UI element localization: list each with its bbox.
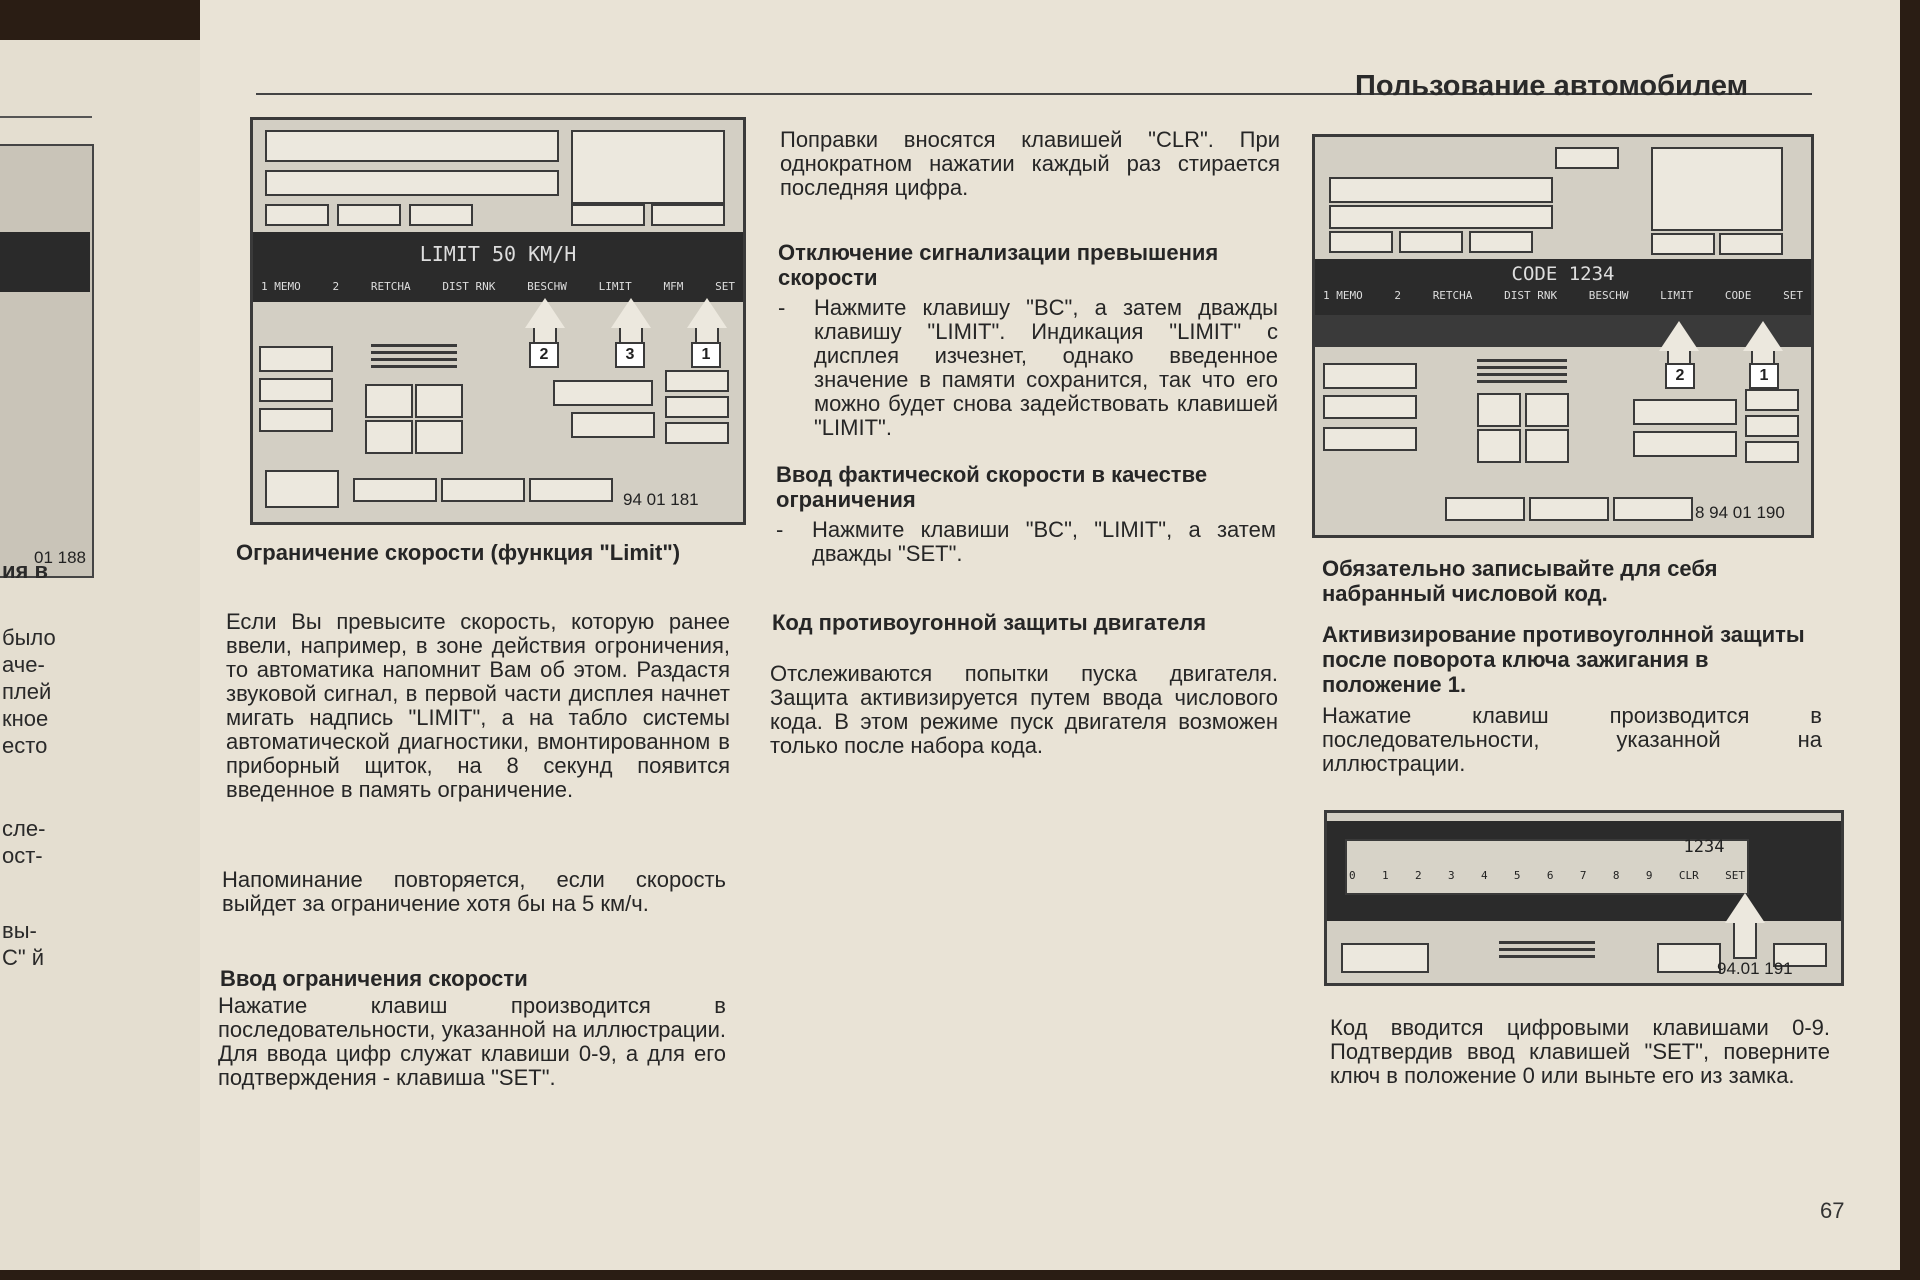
key-label: LIMIT [598,280,632,293]
panel-button [1633,399,1737,425]
panel-button [1477,393,1521,427]
left-fragment: ост- [2,843,43,868]
left-fragment: плей [2,679,52,704]
display-key-labels [1323,289,1803,302]
heading-anti-theft: Код противоугонной защиты двигателя [772,610,1207,635]
panel-button [1445,497,1525,521]
speaker-grille [371,344,457,372]
figure-limit-panel [250,117,746,525]
page-header-title: Пользование автомобилем [1355,70,1749,102]
speaker-grille [1499,941,1595,962]
key-label: 7 [1579,869,1587,882]
key-label: 2 [1414,869,1422,882]
left-page-rule [0,116,92,118]
key-label: 1 [1381,869,1389,882]
heading-actual-speed: Ввод фактической скорости в качестве ограничения [776,462,1208,512]
display-text: 1234 [1683,837,1725,857]
figure-number: 94 01 181 [623,490,699,509]
panel-screen [1651,147,1783,231]
figure-display [253,232,743,302]
list-item [776,518,1276,566]
heading-enter-limit: Ввод ограничения скорости [220,966,528,991]
arrow-up-icon [1743,321,1783,351]
left-fragment: есто [2,733,48,758]
key-label: 4 [1480,869,1488,882]
heading-disable-warning: Отключение сигнализации превышения скорости [778,240,1219,290]
figure-display [1315,259,1811,315]
key-label: RETCHA [1432,289,1473,302]
key-label: RETCHA [370,280,411,293]
arrow-up-icon [525,298,565,328]
panel-button [415,420,463,454]
panel-button [1477,429,1521,463]
paragraph: Отслеживаются попытки пуска двигателя. Защита активизируется путем ввода числового кода. В этом режиме пуск двигателя возможен только после набора кода. [770,661,1278,758]
left-fragment: сле- [2,816,46,841]
display-key-labels [261,280,735,293]
key-label: MFM [663,280,684,293]
panel-button [415,384,463,418]
panel-slot [265,130,559,162]
panel-button [1633,431,1737,457]
key-label: CODE [1724,289,1752,302]
key-label: 9 [1645,869,1653,882]
panel-button [665,396,729,418]
panel-button [1525,429,1569,463]
panel-button [1745,389,1799,411]
paragraph: Нажатие клавиш производится в последовательности, указанной на иллюстрации. Для ввода цифр служат клавиши 0-9, а для его подтверждения - клавиша "SET". [218,993,726,1090]
step-badge: 3 [615,342,645,368]
display-text: CODE 1234 [1511,263,1615,285]
heading-write-code: Обязательно записывайте для себя набранный числовой код. [1322,556,1718,606]
key-label: BESCHW [527,280,567,293]
list-item [778,296,1278,440]
figure-number: 8 94 01 190 [1695,503,1785,522]
figure-keypad-panel [1324,810,1844,986]
arrow-up-icon [1659,321,1699,351]
panel-button [1525,393,1569,427]
left-fragment: кное [2,706,49,731]
panel-button [651,204,725,226]
speaker-grille [1477,359,1567,387]
paragraph: Напоминание повторяется, если скорость выйдет за ограничение хотя бы на 5 км/ч. [222,867,726,916]
panel-button [1745,441,1799,463]
paragraph: Поправки вносятся клавишей "CLR". При однократном нажатии каждый раз стирается последняя цифра. [780,127,1280,200]
key-label: DIST RNK [1504,289,1558,302]
step-badge: 2 [1665,363,1695,389]
panel-button [1469,231,1533,253]
page-number: 67 [1820,1198,1845,1223]
panel-button [1613,497,1693,521]
keypad-labels [1349,869,1745,882]
key-label: 1 MEMO [261,280,301,293]
left-fragment: было [2,625,56,650]
panel-button [259,378,333,402]
step-badge: 1 [691,342,721,368]
arrow-up-icon [611,298,651,328]
arrow-up-icon [687,298,727,328]
key-label: 0 [1349,869,1356,882]
arrow-up-icon [1725,893,1765,923]
list-dash: - [778,295,786,320]
panel-button [665,422,729,444]
left-fragment: C" й [2,945,45,970]
key-label: 2 [332,280,340,293]
panel-button [259,408,333,432]
panel-button [1399,231,1463,253]
paragraph: Нажатие клавиш производится в последовательности, указанной на иллюстрации. [1322,703,1822,776]
key-label: 2 [1394,289,1402,302]
panel-button [1555,147,1619,169]
key-label: LIMIT [1660,289,1694,302]
figure-number: 94.01 191 [1717,959,1793,978]
panel-button [337,204,401,226]
panel-button [1745,415,1799,437]
step-badge: 2 [529,342,559,368]
key-label: SET [715,280,735,293]
key-label: 5 [1513,869,1521,882]
key-label: 8 [1612,869,1620,882]
panel-button [441,478,525,502]
key-label: 1 MEMO [1323,289,1363,302]
panel-button [553,380,653,406]
key-label: 6 [1546,869,1554,882]
panel-button [1341,943,1429,973]
panel-button [259,346,333,372]
display-shadow [1315,315,1811,347]
panel-button [1719,233,1783,255]
key-label: DIST RNK [442,280,496,293]
panel-button [409,204,473,226]
paragraph: Код вводится цифровыми клавишами 0-9. Подтвердив ввод клавишей "SET", поверните ключ в положение 0 или выньте его из замка. [1330,1015,1830,1088]
panel-button [353,478,437,502]
key-label: SET [1783,289,1803,302]
step-badge: 1 [1749,363,1779,389]
panel-button [1529,497,1609,521]
figure-code-panel [1312,134,1814,538]
panel-button [1329,231,1393,253]
panel-button [1323,395,1417,419]
paragraph: Если Вы превысите скорость, которую ранее ввели, например, в зоне действия огроничения, то автоматика напомнит Вам об этом. Раздастя звуковой сигнал, в первой части дисплея начнет мигать надпись "LIMIT", а на табло системы автоматической диагностики, вмонтированном в приборный щиток, на 8 секунд появится введенное в память ограничение. [226,609,730,802]
heading-speed-limit: Ограничение скорости (функция "Limit") [236,540,681,565]
key-label: CLR [1678,869,1699,882]
left-page-figure [0,144,94,578]
panel-button [1323,363,1417,389]
left-page [0,40,202,1270]
panel-slot [1329,205,1553,229]
panel-button [665,370,729,392]
panel-button [1651,233,1715,255]
list-item-text: Нажмите клавишу "BC", а затем дважды клавишу "LIMIT". Индикация "LIMIT" с дисплея изчезнет, однако введенное значение в памяти сохранится, так что его можно будет снова задействовать клавишей "LIMIT". [814,295,1278,440]
display-text: LIMIT 50 KM/H [419,242,577,266]
panel-button [365,384,413,418]
list-dash: - [776,517,784,542]
panel-slot [1329,177,1553,203]
panel-button [365,420,413,454]
left-figure-display [0,232,90,292]
left-fragment: ия в [2,558,48,583]
panel-button [1657,943,1721,973]
left-fragment: аче- [2,652,45,677]
panel-button [529,478,613,502]
panel-button [571,204,645,226]
key-label: 3 [1447,869,1455,882]
arrow-stem [1733,923,1757,959]
panel-button [571,412,655,438]
panel-button [1323,427,1417,451]
panel-button [265,204,329,226]
left-figure-number: 01 188 [34,548,86,567]
panel-screen [571,130,725,204]
heading-activate-protection: Активизирование противоуголнной защиты после поворота ключа зажигания в положение 1. [1322,622,1805,697]
panel-button [265,470,339,508]
key-label: SET [1725,869,1745,882]
list-item-text: Нажмите клавиши "BC", "LIMIT", а затем дважды "SET". [812,517,1276,566]
left-fragment: вы- [2,918,37,943]
key-label: BESCHW [1588,289,1629,302]
panel-slot [265,170,559,196]
